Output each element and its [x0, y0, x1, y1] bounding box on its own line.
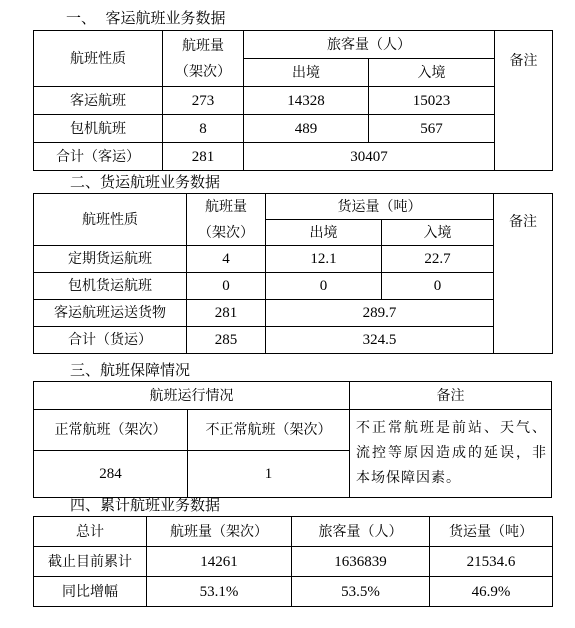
row-flights: 0: [187, 273, 266, 300]
header-inbound: 入境: [382, 220, 494, 246]
row-type: 包机航班: [34, 115, 163, 143]
header-flight-count-line2: （架次）: [175, 63, 231, 80]
header-outbound: 出境: [266, 220, 382, 246]
row-type: 包机货运航班: [34, 273, 187, 300]
header-note: 备注: [494, 194, 553, 354]
total-label: 合计（货运）: [34, 327, 187, 354]
cargo-flights-table: [33, 193, 553, 354]
total-label: 合计（客运）: [34, 143, 163, 171]
header-flight-count-line1: 航班量: [205, 198, 247, 215]
header-cargo: 货运量（吨）: [430, 517, 553, 547]
row-label: 截止目前累计: [34, 547, 147, 577]
header-abnormal-flights: 不正常航班（架次）: [188, 410, 350, 451]
row-cargo: 46.9%: [430, 577, 553, 607]
table-row: [34, 87, 553, 115]
row-outbound: 0: [266, 273, 382, 300]
section-1-title: 一、 客运航班业务数据: [66, 9, 226, 27]
row-inbound: 15023: [369, 87, 495, 115]
row-cargo: 289.7: [266, 300, 494, 327]
cumulative-table: [33, 516, 553, 607]
header-note: 备注: [495, 31, 553, 171]
total-passengers: 30407: [244, 143, 495, 171]
row-outbound: 12.1: [266, 246, 382, 273]
header-normal-flights: 正常航班（架次）: [34, 410, 188, 451]
row-flights: 4: [187, 246, 266, 273]
header-inbound: 入境: [369, 59, 495, 87]
header-operations: 航班运行情况: [34, 382, 350, 410]
row-outbound: 489: [244, 115, 369, 143]
header-passengers: 旅客量（人）: [292, 517, 430, 547]
header-flight-count-line1: 航班量: [182, 37, 224, 54]
header-flight-type: 航班性质: [34, 194, 187, 246]
header-flight-count-line2: （架次）: [198, 224, 254, 241]
total-row: [34, 327, 553, 354]
total-row: [34, 143, 553, 171]
passenger-flights-table: [33, 30, 553, 171]
row-flights: 281: [187, 300, 266, 327]
total-flights: 281: [163, 143, 244, 171]
header-cargo: 货运量（吨）: [266, 194, 494, 220]
normal-flights-value: 284: [34, 451, 188, 498]
header-flight-count: [187, 194, 266, 246]
flight-support-table: [33, 381, 552, 498]
table-row: [34, 273, 553, 300]
table-row: [34, 246, 553, 273]
table-row: [34, 115, 553, 143]
note-text: 不正常航班是前站、天气、流控等原因造成的延误，非本场保障因素。: [350, 410, 552, 498]
total-flights: 285: [187, 327, 266, 354]
section-2-title: 二、货运航班业务数据: [70, 173, 221, 191]
abnormal-flights-value: 1: [188, 451, 350, 498]
row-label: 同比增幅: [34, 577, 147, 607]
row-type: 定期货运航班: [34, 246, 187, 273]
row-inbound: 22.7: [382, 246, 494, 273]
row-type: 客运航班运送货物: [34, 300, 187, 327]
row-flights: 53.1%: [147, 577, 292, 607]
header-flights: 航班量（架次）: [147, 517, 292, 547]
row-flights: 14261: [147, 547, 292, 577]
header-outbound: 出境: [244, 59, 369, 87]
total-cargo: 324.5: [266, 327, 494, 354]
row-passengers: 1636839: [292, 547, 430, 577]
row-type: 客运航班: [34, 87, 163, 115]
row-cargo: 21534.6: [430, 547, 553, 577]
header-passengers: 旅客量（人）: [244, 31, 495, 59]
table-row: [34, 300, 553, 327]
header-note: 备注: [350, 382, 552, 410]
section-4-title: 四、累计航班业务数据: [70, 496, 221, 514]
header-flight-count: [163, 31, 244, 87]
section-3-title: 三、航班保障情况: [70, 361, 191, 379]
row-inbound: 0: [382, 273, 494, 300]
row-passengers: 53.5%: [292, 577, 430, 607]
row-inbound: 567: [369, 115, 495, 143]
row-outbound: 14328: [244, 87, 369, 115]
row-flights: 273: [163, 87, 244, 115]
row-flights: 8: [163, 115, 244, 143]
header-total: 总计: [34, 517, 147, 547]
table-row: [34, 577, 553, 607]
header-flight-type: 航班性质: [34, 31, 163, 87]
table-row: [34, 547, 553, 577]
